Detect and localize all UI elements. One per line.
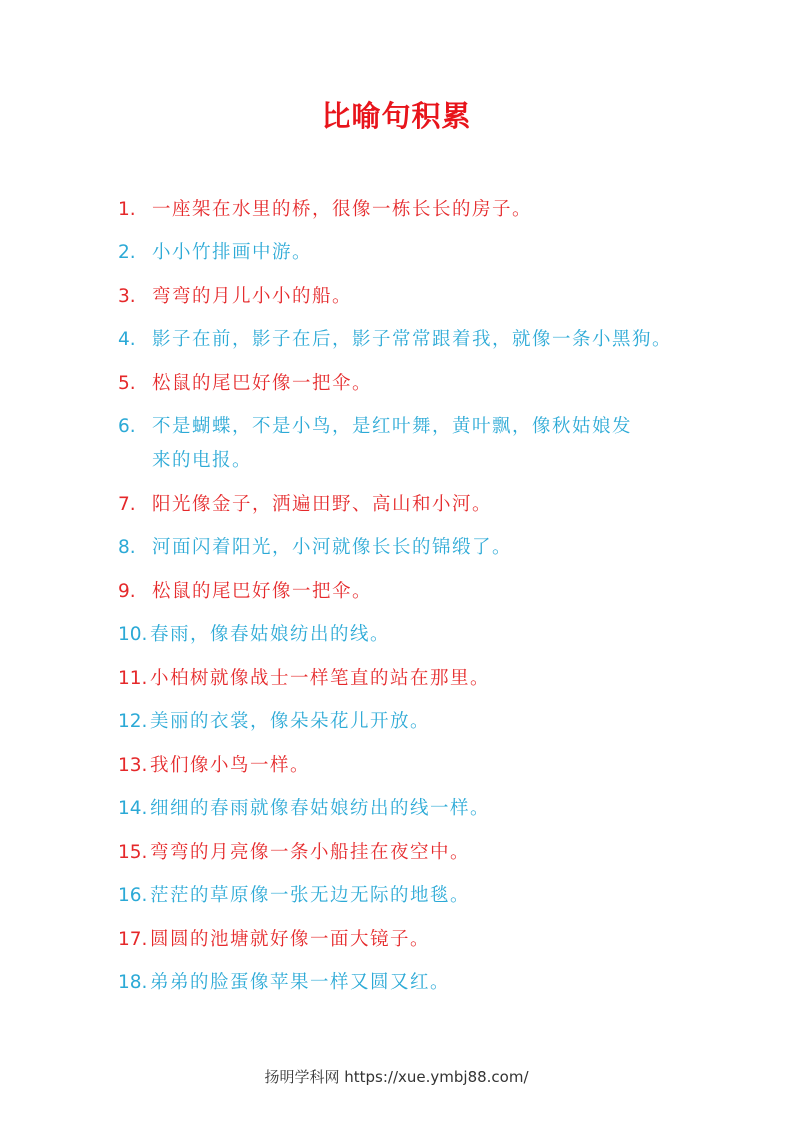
item-number: 18. [118, 972, 148, 993]
item-text: 河面闪着阳光，小河就像长长的锦缎了。 [152, 537, 513, 558]
item-text: 松鼠的尾巴好像一把伞。 [152, 373, 373, 394]
item-text: 茫茫的草原像一张无边无际的地毯。 [150, 885, 471, 906]
item-number: 3. [118, 286, 136, 307]
item-text: 阳光像金子，洒遍田野、高山和小河。 [152, 494, 493, 515]
list-item [118, 367, 688, 401]
item-number: 6. [118, 416, 136, 437]
item-number: 1. [118, 199, 136, 220]
item-text: 一座架在水里的桥，很像一栋长长的房子。 [152, 199, 533, 220]
list-item [118, 792, 688, 826]
item-number: 14. [118, 798, 148, 819]
list-item [118, 749, 688, 783]
list-item [118, 705, 688, 739]
item-number: 9. [118, 581, 136, 602]
list-item [118, 236, 688, 270]
item-number: 11. [118, 668, 148, 689]
item-number: 16. [118, 885, 148, 906]
item-number: 7. [118, 494, 136, 515]
item-number: 5. [118, 373, 136, 394]
list-item [118, 662, 688, 696]
page-title: 比喻句积累 [321, 99, 472, 133]
item-number: 15. [118, 842, 148, 863]
item-number: 8. [118, 537, 136, 558]
list-item [118, 923, 688, 957]
list-item [118, 966, 688, 1000]
item-text: 小小竹排画中游。 [152, 242, 313, 263]
item-number: 13. [118, 755, 148, 776]
list-item [118, 410, 688, 478]
list-item [118, 193, 688, 227]
item-text: 我们像小鸟一样。 [150, 755, 311, 776]
footer-watermark: 扬明学科网 https://xue.ymbj88.com/ [264, 1068, 529, 1086]
item-text: 细细的春雨就像春姑娘纺出的线一样。 [150, 798, 491, 819]
item-number: 12. [118, 711, 148, 732]
list-item [118, 575, 688, 609]
item-text: 弯弯的月儿小小的船。 [152, 286, 353, 307]
item-text: 春雨，像春姑娘纺出的线。 [150, 624, 391, 645]
list-item [118, 836, 688, 870]
list-item [118, 618, 688, 652]
item-text: 松鼠的尾巴好像一把伞。 [152, 581, 373, 602]
list-item [118, 531, 688, 565]
item-text: 美丽的衣裳，像朵朵花儿开放。 [150, 711, 431, 732]
list-item [118, 323, 688, 357]
item-text: 弟弟的脸蛋像苹果一样又圆又红。 [150, 972, 451, 993]
list-item [118, 280, 688, 314]
item-text: 小柏树就像战士一样笔直的站在那里。 [150, 668, 491, 689]
item-text: 不是蝴蝶，不是小鸟，是红叶舞，黄叶飘，像秋姑娘发 [152, 416, 633, 437]
list-item [118, 488, 688, 522]
item-text: 弯弯的月亮像一条小船挂在夜空中。 [150, 842, 471, 863]
item-number: 10. [118, 624, 148, 645]
item-text: 影子在前，影子在后，影子常常跟着我，就像一条小黑狗。 [152, 329, 673, 350]
item-number: 17. [118, 929, 148, 950]
list-item [118, 879, 688, 913]
item-number: 4. [118, 329, 136, 350]
item-number: 2. [118, 242, 136, 263]
item-text-continued: 来的电报。 [152, 450, 253, 471]
item-text: 圆圆的池塘就好像一面大镜子。 [150, 929, 431, 950]
